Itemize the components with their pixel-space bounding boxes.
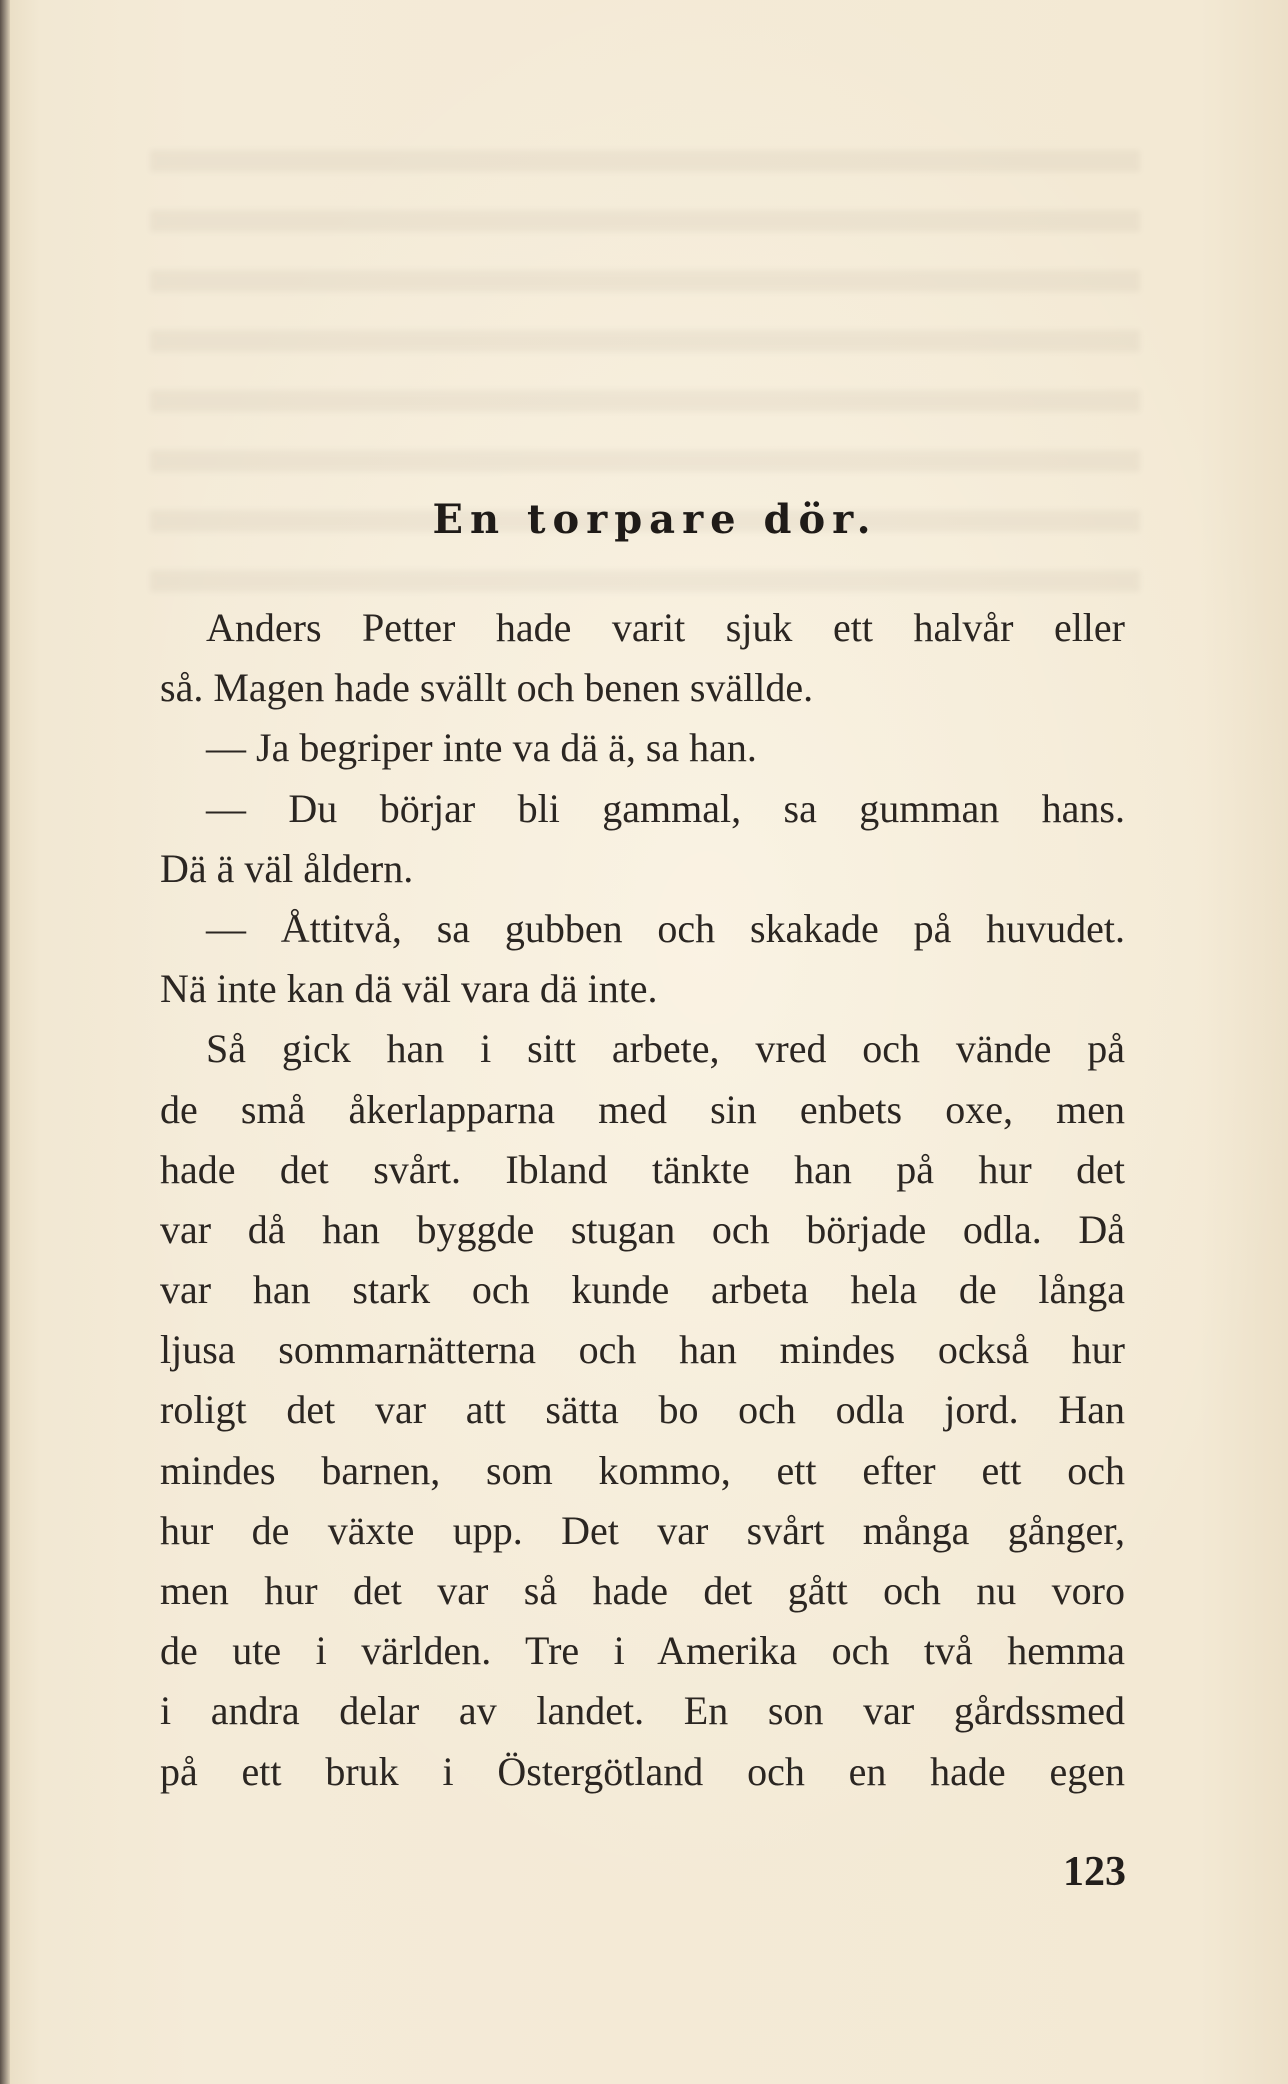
text-line: i andra delar av landet. En son var gårdssmed: [160, 1688, 1125, 1734]
text-line: ljusa sommarnätterna och han mindes också hur: [160, 1327, 1125, 1373]
text-line: men hur det var så hade det gått och nu voro: [160, 1568, 1125, 1613]
text-line: — Ja begriper inte va dä ä, sa han.: [206, 725, 757, 771]
text-line: roligt det var att sätta bo och odla jord. Han: [160, 1387, 1125, 1433]
page-number: 123: [1063, 1849, 1126, 1895]
text-line: de små åkerlapparna med sin enbets oxe, men: [160, 1086, 1125, 1132]
text-line: Så gick han i sitt arbete, vred och vände på: [206, 1026, 1125, 1072]
chapter-title: En torpare dör.: [432, 496, 878, 543]
body-text: [160, 598, 1125, 1802]
text-line: mindes barnen, som kommo, ett efter ett och: [160, 1447, 1125, 1493]
text-line: Nä inte kan dä väl vara dä inte.: [160, 966, 658, 1012]
text-line: på ett bruk i Östergötland och en hade egen: [160, 1748, 1125, 1794]
text-line: Anders Petter hade varit sjuk ett halvår eller: [206, 605, 1125, 650]
text-line: — Åttitvå, sa gubben och skakade på huvudet.: [206, 905, 1125, 951]
text-line: Dä ä väl åldern.: [160, 845, 414, 891]
text-line: var då han byggde stugan och började odla. Då: [160, 1206, 1125, 1252]
text-line: hade det svårt. Ibland tänkte han på hur det: [160, 1146, 1125, 1192]
text-line: så. Magen hade svällt och benen svällde.: [160, 665, 814, 711]
text-line: de ute i världen. Tre i Amerika och två hemma: [160, 1628, 1125, 1674]
text-line: hur de växte upp. Det var svårt många gånger,: [160, 1507, 1125, 1553]
text-line: — Du börjar bli gammal, sa gumman hans.: [206, 785, 1125, 831]
page-spine-edge: [0, 0, 10, 2084]
text-line: var han stark och kunde arbeta hela de långa: [160, 1267, 1125, 1313]
show-through-text: [150, 150, 1140, 620]
